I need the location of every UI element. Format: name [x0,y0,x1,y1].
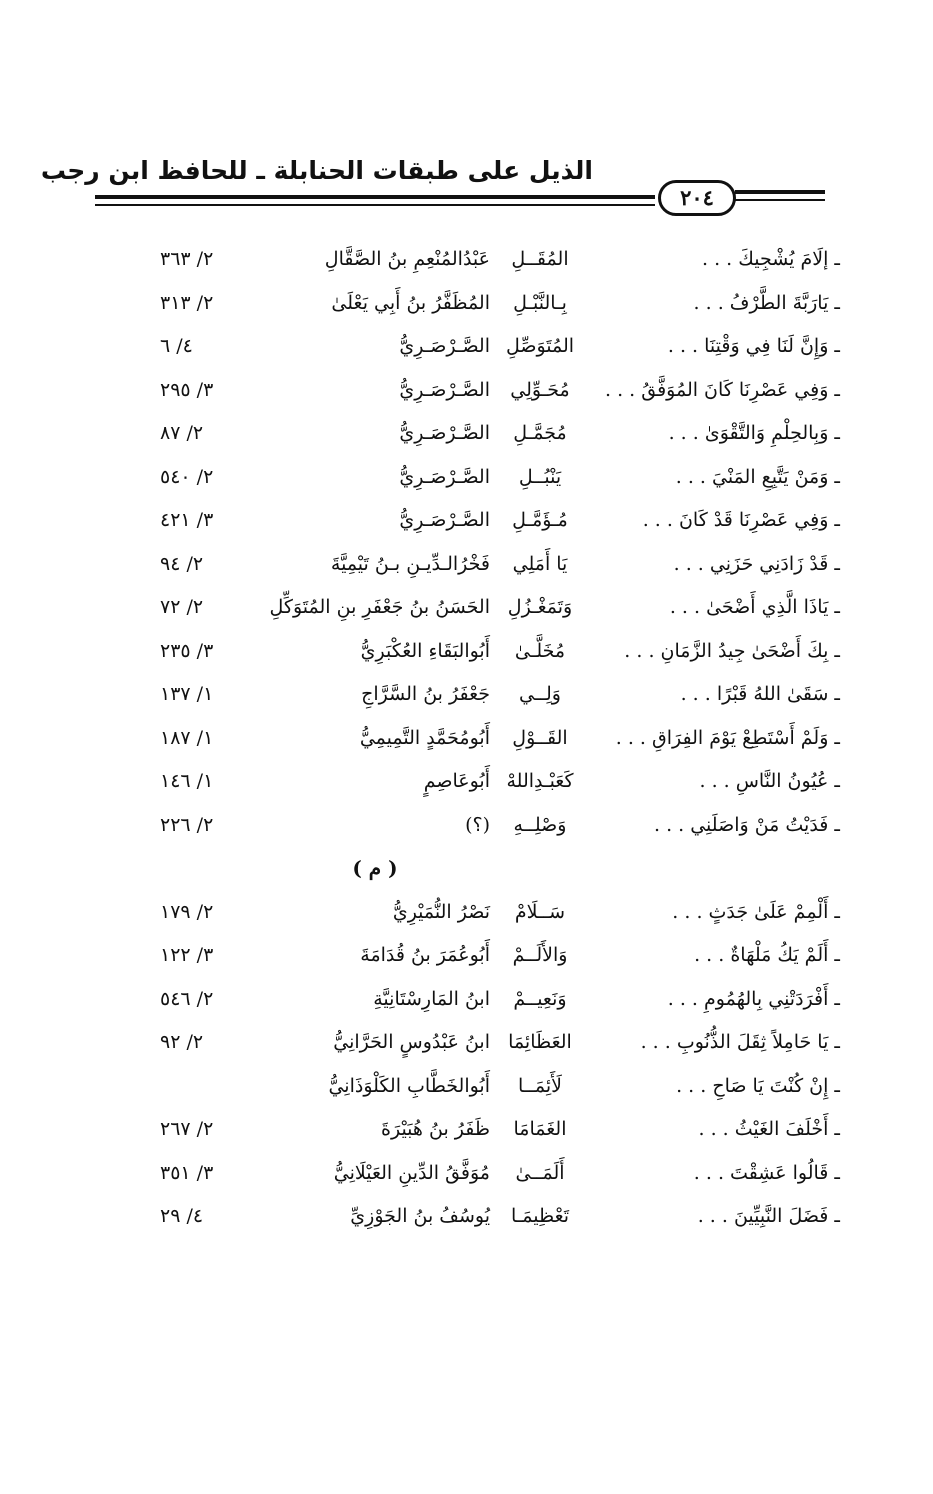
header-rule-thick [95,195,655,199]
rhyme-word: يَنْبُــلِ [518,465,562,488]
volume-page-ref: ١/ ١٤٦ [160,770,214,792]
table-row [140,719,840,763]
rhyme-word: يَا أَمَلِي [512,552,568,575]
rhyme-word: المُقَــلِ [511,248,569,270]
verse-opening: ـ وَبِالحِلْمِ وَالتَّقْوَىٰ . . . [668,422,840,444]
volume-page-ref: ٣/ ٣٥١ [160,1161,214,1184]
volume-page-ref: ٤/ ٢٩ [160,1205,204,1227]
verse-opening: ـ يَا حَامِلاً ثِقَلَ الذُّنُوبِ . . . [640,1031,840,1053]
poet-name: أَبُوالبَقَاءِ العُكْبَرِيُّ [360,639,490,662]
running-title: الذيل على طبقات الحنابلة ـ للحافظ ابن رجب [40,156,593,185]
rhyme-word: وَالأَلَــمْ [512,944,568,966]
poet-name: الصَّـرْصَـرِيُّ [399,465,490,488]
table-row [140,1067,840,1111]
rhyme-word: سَــلَامْ [514,900,566,923]
rhyme-word: مُـؤَمَّـلِ [512,509,568,531]
volume-page-ref: ٢/ ١٧٩ [160,900,214,923]
rhyme-word: وَتَمَغْـزُلِ [507,596,573,618]
volume-page-ref: ٤/ ٦ [160,335,193,357]
volume-page-ref: ١/ ١٣٧ [160,683,214,705]
verse-opening: ـ وَلَمْ أَسْتَطِعْ يَوْمَ الفِرَاقِ . . . [615,726,840,749]
poet-name: الصَّـرْصَـرِيُّ [399,509,490,531]
poet-name: ابنُ عَبْدُوسٍ الحَرَّانِيُّ [333,1031,490,1053]
verse-opening: ـ فَضَلَ النَّبِيِّينَ . . . [697,1205,840,1227]
table-row [140,545,840,589]
page-number: ٢٠٤ [658,180,736,216]
rhyme-word: مُخَلَّـىٰ [514,639,566,662]
volume-page-ref: ٣/ ٤٢١ [160,509,214,531]
poet-name: الصَّـرْصَـرِيُّ [399,422,490,444]
table-row [140,632,840,676]
poet-name: أَبُوعَاصِمٍ [423,770,490,792]
rhyme-word: بِـالنَّبْـلِ [513,291,567,314]
table-row [140,675,840,719]
volume-page-ref: ٢/ ٥٤٠ [160,465,214,488]
table-row [140,284,840,328]
volume-page-ref: ٢/ ٣١٣ [160,291,214,314]
poet-name: الحَسَنُ بنُ جَعْفَرِ بنِ المُتَوَكِّلِ [269,596,490,618]
rhyme-word: لَأَئِمَــا [517,1074,563,1097]
rhyme-word: مُجَمَّـلِ [513,422,567,444]
verse-opening: ـ عُيُونُ النَّاسِ . . . [699,770,840,792]
verse-opening: ـ إِنْ كُنْتَ يَا صَاحِ . . . [676,1074,840,1097]
table-row [140,327,840,371]
volume-page-ref: ١/ ١٨٧ [160,726,214,749]
rhyme-word: تَعْظِيمَـا [510,1205,570,1227]
verse-opening: ـ قَدْ زَادَنِي حَزَنِي . . . [673,552,840,575]
poet-name: ابنُ المَارِسْتَانِيَّةِ [373,987,490,1010]
verse-opening: ـ يَارَبَّةَ الطَّرْفُ . . . [693,291,840,314]
poet-name: الصَّـرْصَـرِيُّ [399,335,490,357]
rhyme-word: وَصْلِــهِ [513,813,567,836]
poet-name: ظَفَرُ بنُ هُبَيْرَةَ [381,1118,490,1140]
volume-page-ref: ٢/ ٥٤٦ [160,987,214,1010]
poet-name: أَبُومُحَمَّدٍ التَّمِيمِيُّ [359,726,490,749]
header-rule-thin-right [735,199,825,201]
verse-opening: ـ وَفِي عَصْرِنَا قَدْ كَانَ . . . [642,509,840,531]
table-row [140,458,840,502]
volume-page-ref: ٢/ ٣٦٣ [160,248,214,270]
table-row [140,1197,840,1241]
table-row [140,414,840,458]
poet-name: جَعْفَرُ بنُ السَّرَّاجِ [361,683,490,705]
rhyme-word: أَلَمَــىٰ [515,1161,565,1184]
table-row [140,936,840,980]
volume-page-ref: ٢/ ٨٧ [160,422,204,444]
table-row [140,980,840,1024]
poet-name: المُظَفَّرُ بنُ أَبِي يَعْلَىٰ [331,291,490,314]
header-rule-thin [95,204,655,206]
table-row [140,240,840,284]
table-row [140,1110,840,1154]
volume-page-ref: ٢/ ٩٤ [160,552,204,575]
verse-opening: ـ أَفْرَدَتْنِي بِالهُمُومِ . . . [667,987,840,1010]
volume-page-ref: ٢/ ٢٦٧ [160,1118,214,1140]
verse-opening: ـ وَمَنْ يَتَّبِعِ المَنْيَ . . . [675,465,840,488]
rhyme-word: الغَمَامَا [513,1118,567,1140]
rhyme-word: القَــوْلِ [512,726,568,749]
poet-name: الصَّـرْصَـرِيُّ [399,378,490,401]
table-row [140,501,840,545]
poet-name: مُوَفَّقُ الدِّينِ العَيْلَانِيُّ [333,1161,490,1184]
rhyme-word: وَلِــي [519,683,561,705]
volume-page-ref: ٢/ ٧٢ [160,596,204,618]
verse-opening: ـ فَدَيْتُ مَنْ وَاصَلَنِي . . . [653,813,840,836]
page-header [40,150,825,220]
poet-name: يُوسُفُ بنُ الجَوْزِيِّ [350,1205,490,1227]
volume-page-ref: ٣/ ١٢٢ [160,944,214,966]
verse-group-mim [140,893,840,1241]
rhyme-word: المُتَوَصِّلِ [505,335,575,357]
table-row [140,588,840,632]
poet-name: فَخْرُالـدِّيـنِ بـنُ تَيْمِيَّةَ [330,552,490,575]
table-row [140,371,840,415]
verse-opening: ـ وَفِي عَصْرِنَا كَانَ المُوَفَّقُ . . . [604,378,840,401]
rhyme-word: العَظَائِمَا [508,1031,572,1053]
poet-name: نَصْرُ النُّمَيْرِيُّ [392,900,490,923]
verse-group-lam [140,240,840,849]
verse-opening: ـ أَلْمِمْ عَلَىٰ جَدَثٍ . . . [672,900,840,923]
verse-opening: ـ وَإِنَّ لَنَا فِي وَقْتِنَا . . . [667,335,840,357]
rhyme-word: وَنَعِيــمْ [513,987,567,1010]
poet-name: أَبُوالخَطَّابِ الكَلْوَذَانِيُّ [328,1074,490,1097]
poet-name: عَبْدُالمُنْعِمِ بنُ الصَّقَّالِ [324,248,490,270]
verse-opening: ـ بِكَ أَضْحَىٰ جِيدُ الزَّمَانِ . . . [624,639,840,662]
section-heading: ( م ) [352,856,398,880]
poet-name: (؟) [465,813,490,836]
verse-index-table [140,240,840,1241]
table-row [140,806,840,850]
volume-page-ref: ٢/ ٢٢٦ [160,813,214,836]
verse-opening: ـ يَاذَا الَّذِي أَضْحَىٰ . . . [669,596,840,618]
volume-page-ref: ٣/ ٢٩٥ [160,378,214,401]
rhyme-word: كَعَبْـدِاللهْ [506,770,574,792]
verse-opening: ـ أَخْلَفَ الغَيْثُ . . . [698,1118,840,1140]
table-row [140,1023,840,1067]
verse-opening: ـ سَقَىٰ اللهُ قَبْرًا . . . [680,683,840,705]
table-row [140,1154,840,1198]
poet-name: أَبُوعُمَرَ بنُ قُدَامَةَ [360,944,490,966]
table-row [140,893,840,937]
header-rule-thick-right [735,190,825,194]
verse-opening: ـ أَلَمْ يَكُ مَلْهَاةٌ . . . [694,944,840,966]
volume-page-ref: ٣/ ٢٣٥ [160,639,214,662]
rhyme-word: مُحَـوِّلِي [510,378,570,401]
volume-page-ref: ٢/ ٩٢ [160,1031,204,1053]
verse-opening: ـ قَالُوا عَشِقْتَ . . . [693,1161,840,1184]
table-row [140,762,840,806]
verse-opening: ـ إلَامَ يُشْجِيكَ . . . [701,248,840,270]
